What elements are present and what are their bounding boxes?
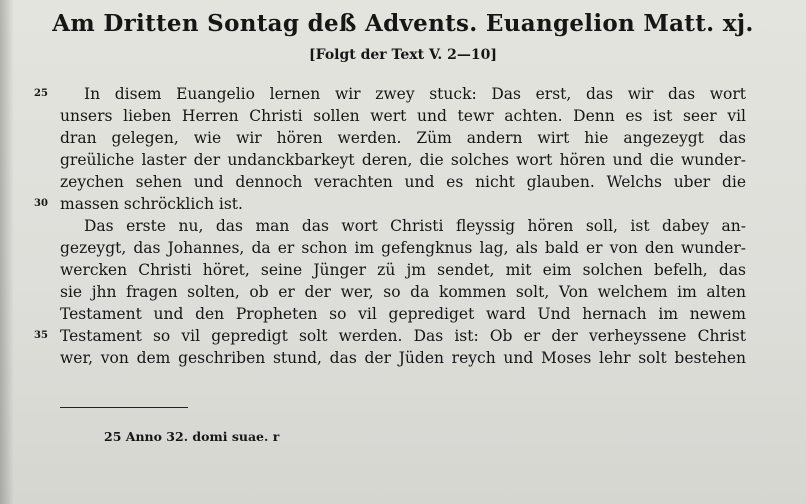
text-line: In disem Euangelio lernen wir zwey stuck: Das erst, das wir das wort bbox=[84, 85, 746, 103]
page-title: Am Dritten Sontag deß Advents. Euangelion Matt. xj. bbox=[52, 10, 754, 37]
line-number: 30 bbox=[34, 198, 48, 209]
body-text bbox=[60, 83, 746, 369]
text-line: unsers lieben Herren Christi sollen wert und tewr achten. Denn es ist seer vil bbox=[60, 107, 746, 125]
text-line: Testament und den Propheten so vil geprediget ward Und hernach im newem bbox=[60, 305, 746, 323]
text-line: Das erste nu, das man das wort Christi fleyssig hören soll, ist dabey an- bbox=[84, 217, 746, 235]
line-number: 35 bbox=[34, 330, 48, 341]
text-line: gezeygt, das Johannes, da er schon im gefengknus lag, als bald er von den wunder- bbox=[60, 239, 746, 257]
page-subtitle: [Folgt der Text V. 2—10] bbox=[309, 47, 497, 63]
text-line: massen schröcklich ist. bbox=[60, 195, 243, 213]
text-line: dran gelegen, wie wir hören werden. Züm andern wirt hie angezeygt das bbox=[60, 129, 746, 147]
line-number: 25 bbox=[34, 88, 48, 99]
text-line: greüliche laster der undanckbarkeyt deren, die solches wort hören und die wunder- bbox=[60, 151, 746, 169]
text-line: sie jhn fragen solten, ob er der wer, so da kommen solt, Von welchem im alten bbox=[60, 283, 746, 301]
footnote-divider bbox=[60, 407, 188, 408]
text-line: wer, von dem geschriben stund, das der Jüden reych und Moses lehr solt bestehen bbox=[60, 349, 746, 367]
text-line: zeychen sehen und dennoch verachten und es nicht glauben. Welchs uber die bbox=[60, 173, 746, 191]
text-line: wercken Christi höret, seine Jünger zü jm sendet, mit eim solchen befelh, das bbox=[60, 261, 746, 279]
text-line: Testament so vil gepredigt solt werden. Das ist: Ob er der verheyssene Christ bbox=[60, 327, 746, 345]
footnote: 25 Anno 32. domi suae. r bbox=[104, 429, 280, 444]
